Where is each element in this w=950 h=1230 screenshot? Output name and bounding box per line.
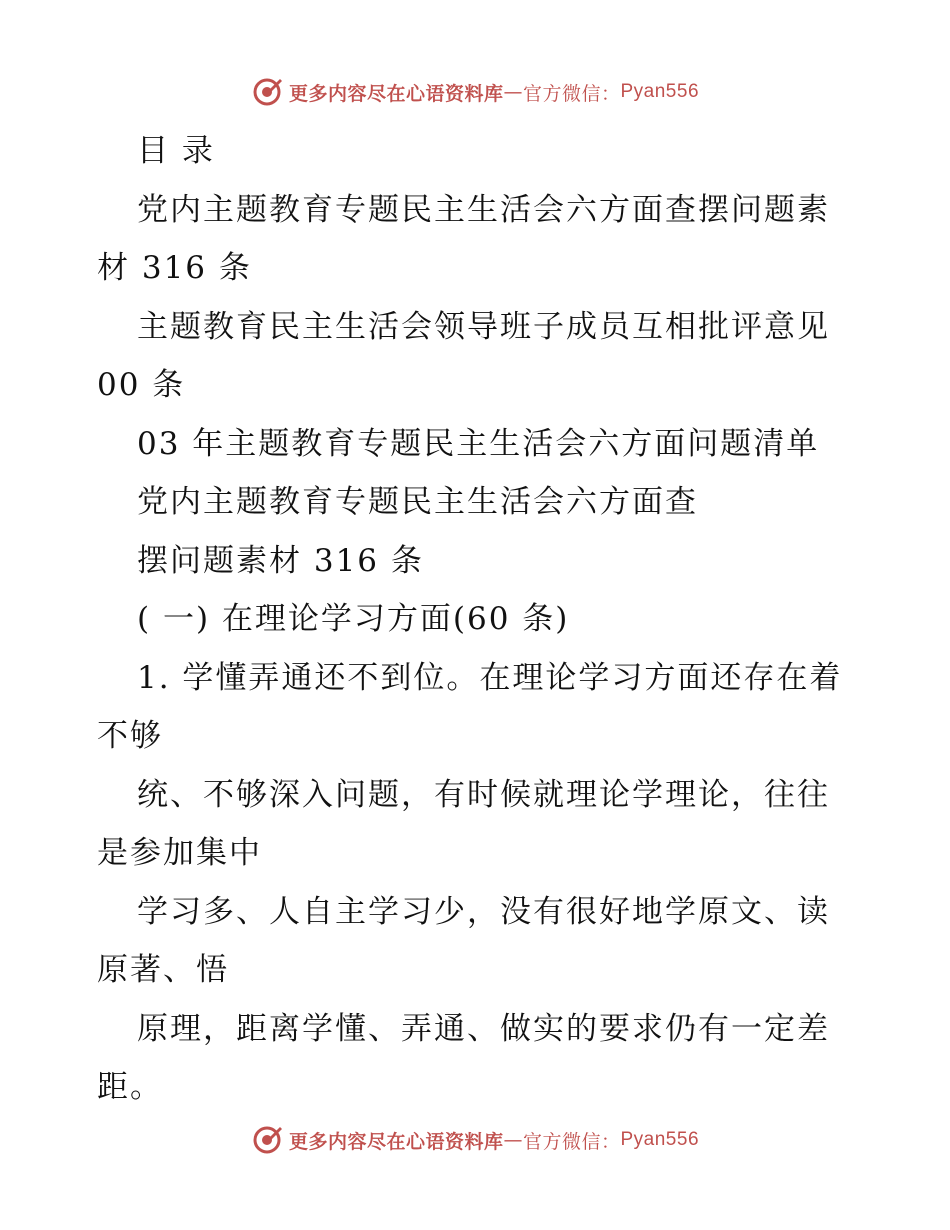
watermark-main-text: 更多内容尽在心语资料库	[288, 82, 504, 105]
paragraph-line: 距。	[97, 1069, 163, 1105]
pen-circle-icon	[251, 76, 283, 108]
pen-circle-icon	[251, 1124, 283, 1156]
paragraph-line: 学习多、人自主学习少，没有很好地学原文、读	[137, 893, 830, 930]
watermark-id: Pyan556	[620, 81, 700, 102]
footer-watermark	[0, 1120, 950, 1160]
toc-item-1-line-1: 党内主题教育专题民主生活会六方面查摆问题素	[137, 191, 830, 228]
paragraph-line: 不够	[97, 718, 163, 754]
toc-item-3: 03 年主题教育专题民主生活会六方面问题清单	[137, 425, 820, 462]
watermark-separator: —	[503, 81, 523, 103]
paragraph-line: 1. 学懂弄通还不到位。在理论学习方面还存在着	[137, 659, 843, 696]
toc-item-1-line-2: 材 316 条	[97, 250, 252, 286]
toc-item-2-line-2: 00 条	[97, 367, 186, 403]
watermark-id: Pyan556	[620, 1129, 700, 1150]
paragraph-line: 原理，距离学懂、弄通、做实的要求仍有一定差	[137, 1010, 830, 1047]
paragraph-line: 原著、悟	[97, 952, 229, 988]
watermark-label: 官方微信：	[522, 1130, 621, 1153]
header-watermark	[0, 72, 950, 112]
toc-heading: 目 录	[137, 133, 215, 169]
watermark-separator: —	[503, 1129, 523, 1151]
paragraph-line: 是参加集中	[97, 835, 262, 871]
section-title-line-2: 摆问题素材 316 条	[137, 542, 424, 579]
watermark-label: 官方微信：	[522, 82, 621, 105]
watermark-main-text: 更多内容尽在心语资料库	[288, 1130, 504, 1153]
toc-item-2-line-1: 主题教育民主生活会领导班子成员互相批评意见	[137, 308, 830, 345]
document-body	[97, 122, 857, 1117]
paragraph-line: 统、不够深入问题，有时候就理论学理论，往往	[137, 776, 830, 813]
subsection-heading: ( 一) 在理论学习方面(60 条)	[137, 601, 570, 637]
section-title-line-1: 党内主题教育专题民主生活会六方面查	[137, 484, 698, 520]
